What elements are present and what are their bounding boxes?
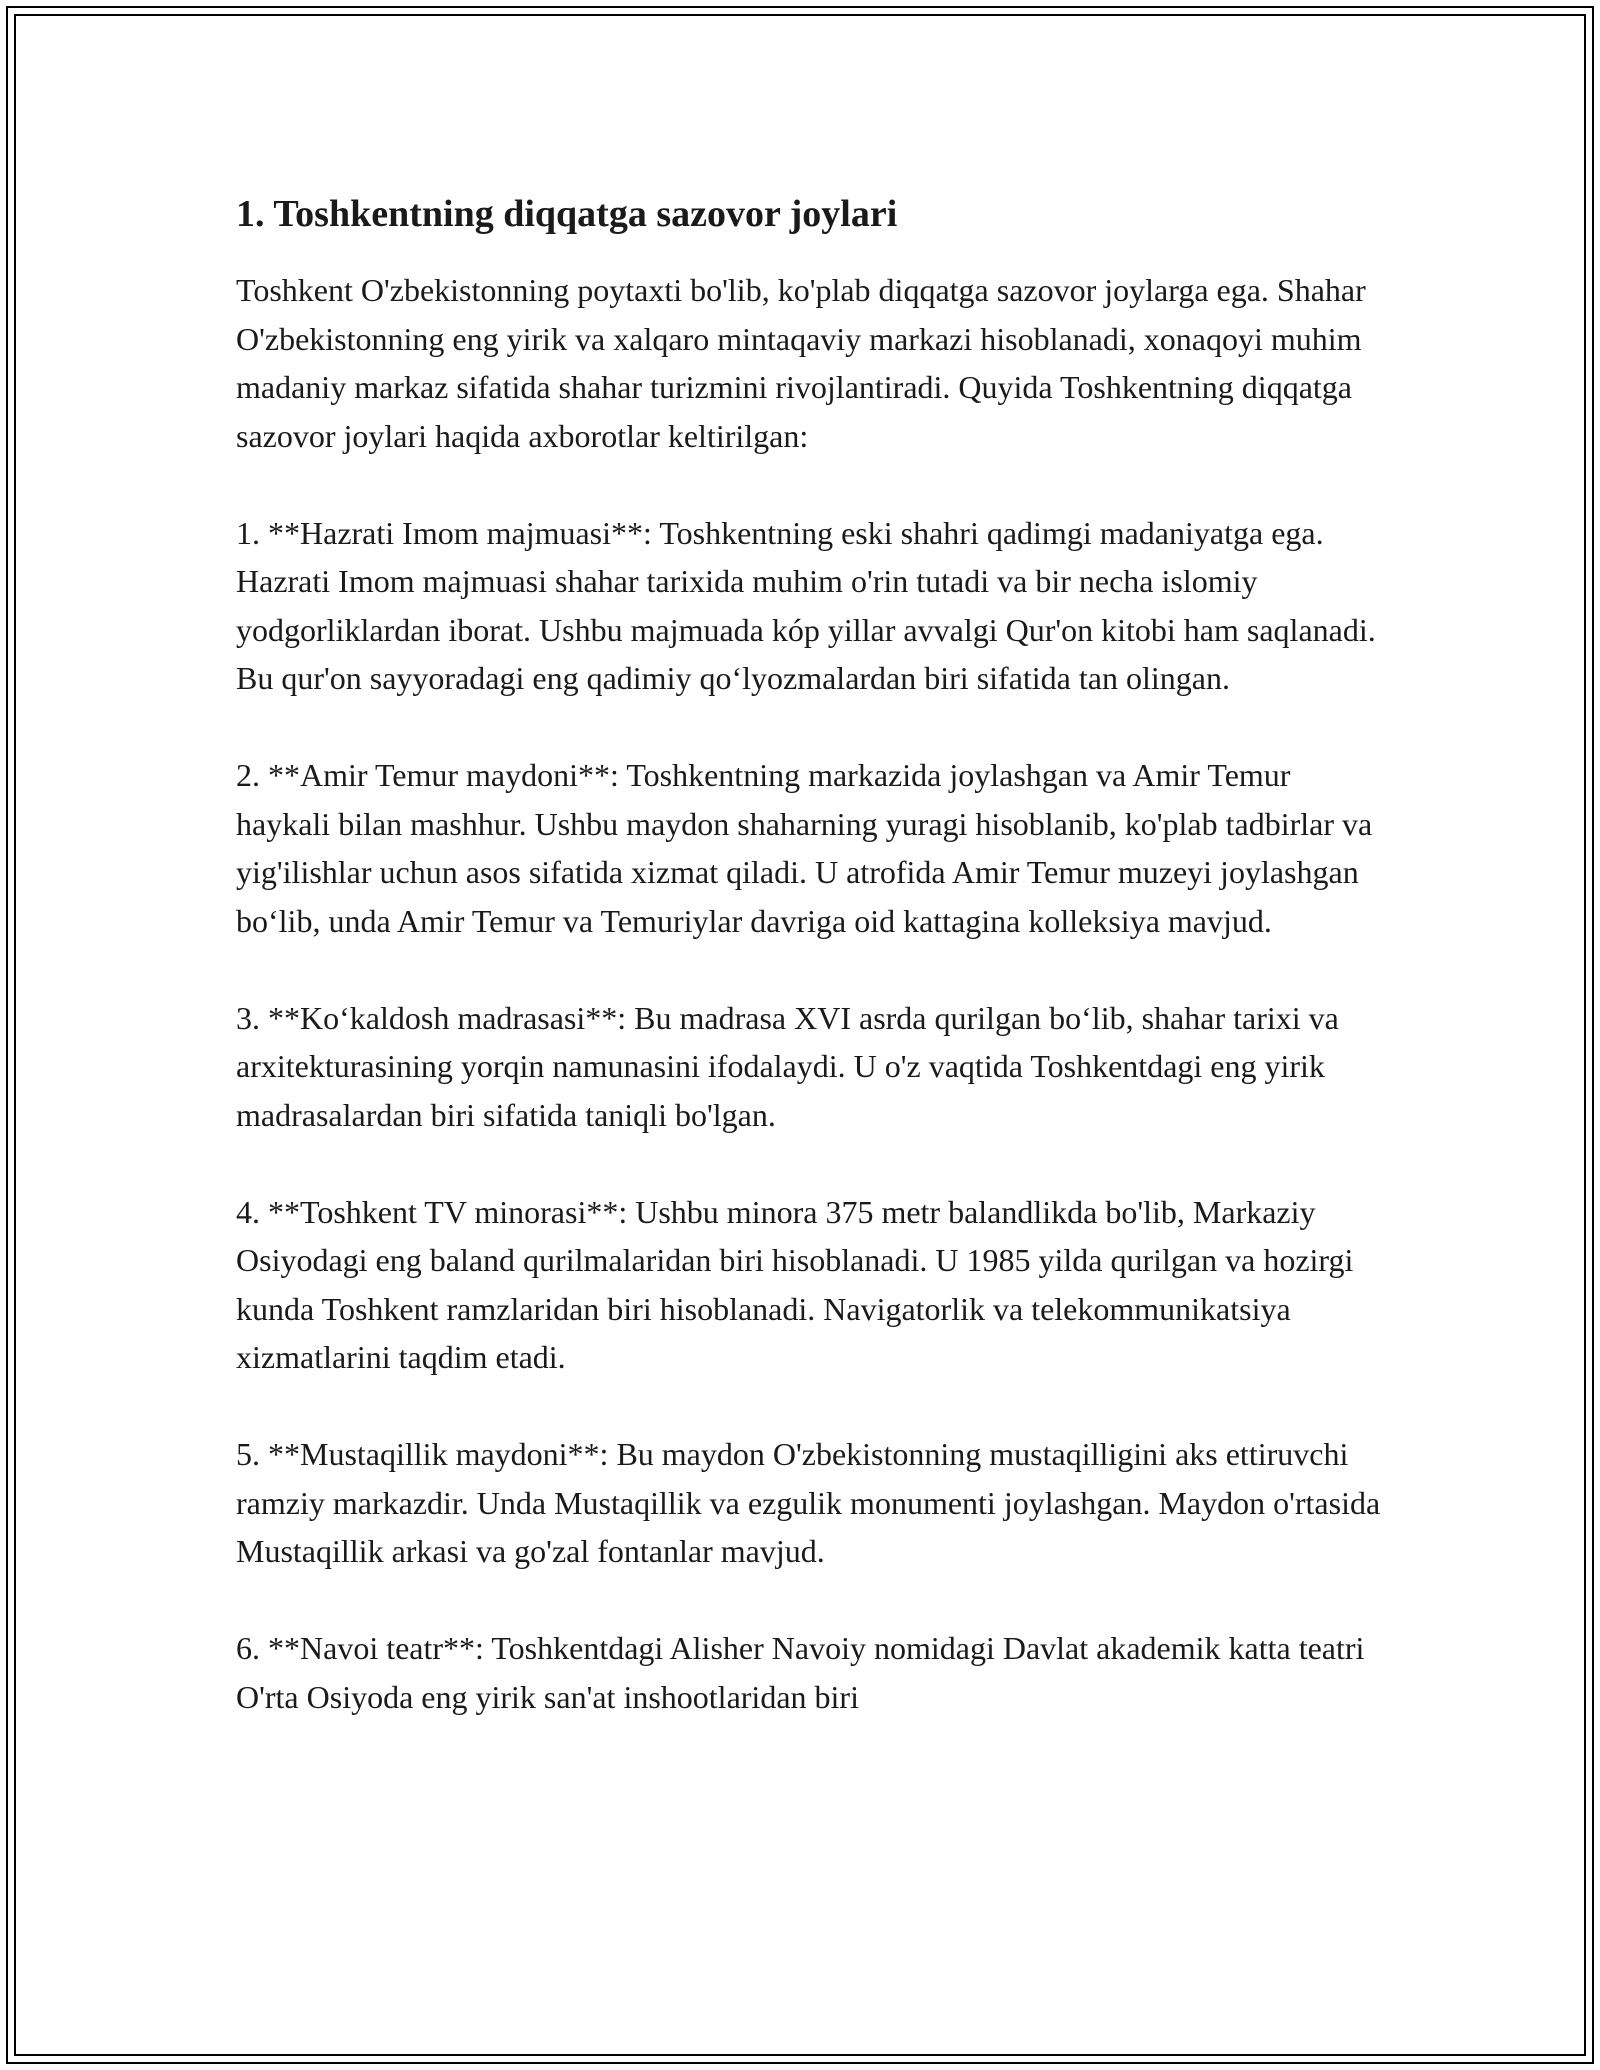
document-body: [236, 188, 1386, 1721]
paragraph-hazrati-imom: 1. **Hazrati Imom majmuasi**: Toshkentning eski shahri qadimgi madaniyatga ega. Hazrati Imom majmuasi shahar tarixida muhim o'rin tutadi va bir necha islomiy yodgorliklardan iborat. Ushbu majmuada kóp yillar avvalgi Qur'on kitobi ham saqlanadi. Bu qur'on sayyoradagi eng qadimiy qo‘lyozmalardan biri sifatida tan olingan.: [236, 514, 1376, 696]
paragraph-kokaldosh: 3. **Ko‘kaldosh madrasasi**: Bu madrasa XVI asrda qurilgan bo‘lib, shahar tarixi va arxitekturasining yorqin namunasini ifodalaydi. U o'z vaqtida Toshkentdagi eng yirik madrasalardan biri sifatida taniqli bo'lgan.: [236, 999, 1339, 1133]
paragraph-tv-tower: 4. **Toshkent TV minorasi**: Ushbu minora 375 metr balandlikda bo'lib, Markaziy Osiyodagi eng baland qurilmalaridan biri hisoblanadi. U 1985 yilda qurilgan va hozirgi kunda Toshkent ramzlaridan biri hisoblanadi. Navigatorlik va telekommunikatsiya xizmatlarini taqdim etadi.: [236, 1193, 1354, 1375]
document-title: 1. Toshkentning diqqatga sazovor joylari: [236, 193, 898, 235]
paragraph-amir-temur: 2. **Amir Temur maydoni**: Toshkentning markazida joylashgan va Amir Temur haykali bilan mashhur. Ushbu maydon shaharning yuragi hisoblanib, ko'plab tadbirlar va yig'ilishlar uchun asos sifatida xizmat qiladi. U atrofida Amir Temur muzeyi joylashgan bo‘lib, unda Amir Temur va Temuriylar davriga oid kattagina kolleksiya mavjud.: [236, 757, 1373, 939]
paragraph-mustaqillik: 5. **Mustaqillik maydoni**: Bu maydon O'zbekistonning mustaqilligini aks ettiruvchi ramziy markazdir. Unda Mustaqillik va ezgulik monumenti joylashgan. Maydon o'rtasida Mustaqillik arkasi va go'zal fontanlar mavjud.: [236, 1436, 1381, 1569]
paragraph-navoi-theatre: 6. **Navoi teatr**: Toshkentdagi Alisher Navoiy nomidagi Davlat akademik katta teatri O'rta Osiyoda eng yirik san'at inshootlaridan biri: [236, 1630, 1365, 1715]
intro-paragraph: Toshkent O'zbekistonning poytaxti bo'lib, ko'plab diqqatga sazovor joylarga ega. Shahar O'zbekistonning eng yirik va xalqaro mintaqaviy markazi hisoblanadi, xonaqoyi muhim madaniy markaz sifatida shahar turizmini rivojlantiradi. Quyida Toshkentning diqqatga sazovor joylari haqida axborotlar keltirilgan:: [236, 272, 1366, 454]
